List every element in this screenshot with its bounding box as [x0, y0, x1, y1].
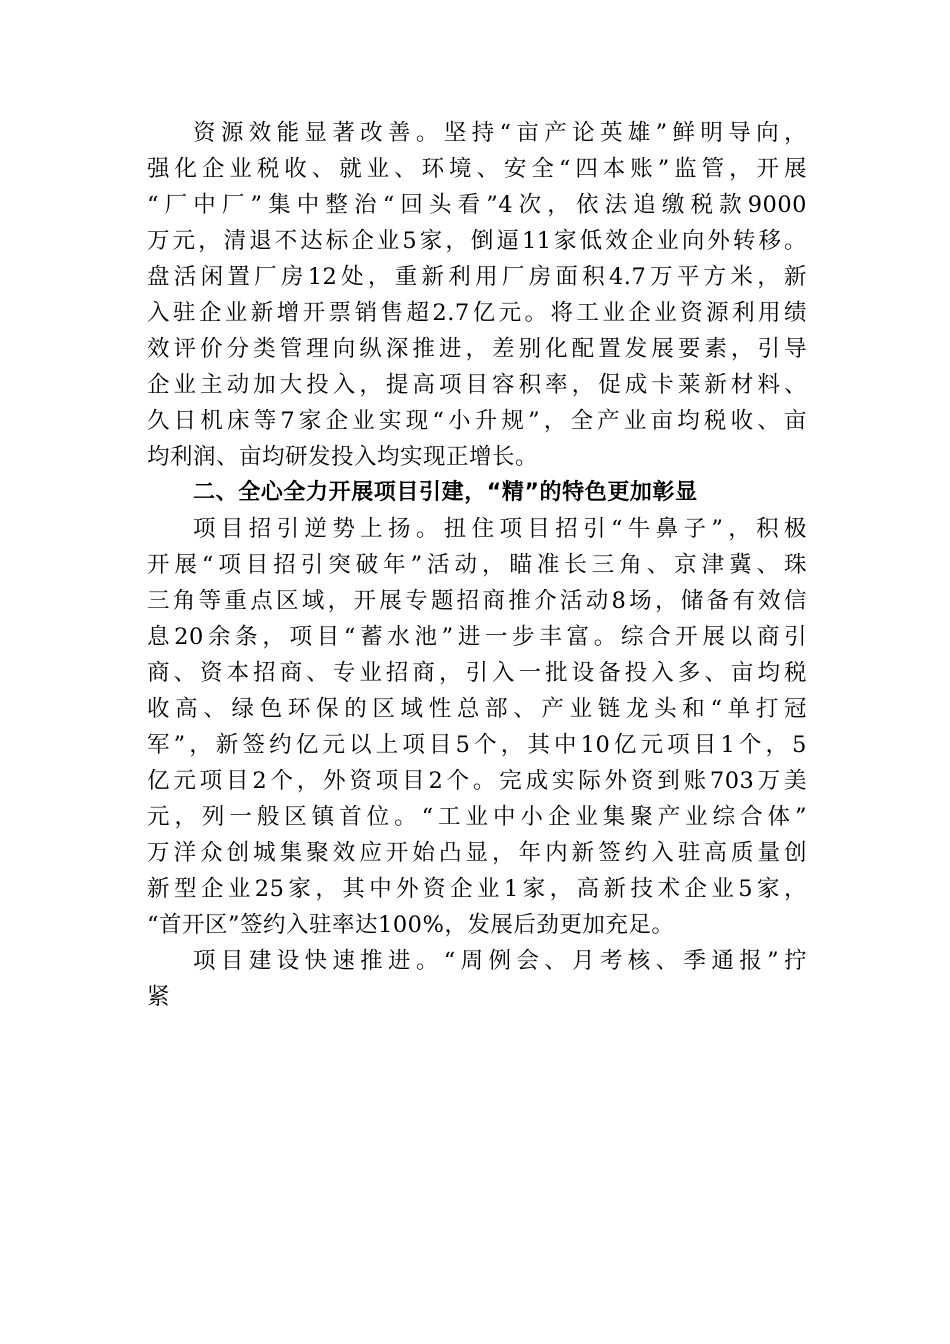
text-line: 效评价分类管理向纵深推进，差别化配置发展要素，引导: [147, 336, 807, 362]
text-line: 盘活闲置厂房12处，重新利用厂房面积4.7万平方米，新: [147, 264, 807, 290]
paragraph-project-construction: [147, 943, 807, 1015]
text-line: 开展“项目招引突破年”活动，瞄准长三角、京津冀、珠: [147, 552, 807, 578]
text-line: 项目建设快速推进。“周例会、月考核、季通报”拧: [193, 948, 807, 974]
text-line: 久日机床等7家企业实现“小升规”，全产业亩均税收、亩: [147, 408, 807, 434]
text-line: 三角等重点区域，开展专题招商推介活动8场，储备有效信: [147, 588, 807, 614]
text-line: 亿元项目2个，外资项目2个。完成实际外资到账703万美: [147, 768, 807, 794]
text-line: 入驻企业新增开票销售超2.7亿元。将工业企业资源利用绩: [147, 300, 807, 326]
text-line: “首开区”签约入驻率达100%，发展后劲更加充足。: [147, 912, 675, 938]
paragraph-project-attraction: [147, 511, 807, 943]
document-body: [147, 115, 807, 1015]
text-line: 商、资本招商、专业招商，引入一批设备投入多、亩均税: [147, 660, 807, 686]
text-line: 万洋众创城集聚效应开始凸显，年内新签约入驻高质量创: [147, 840, 807, 866]
text-line: 均利润、亩均研发投入均实现正增长。: [147, 444, 539, 470]
text-line: 元，列一般区镇首位。“工业中小企业集聚产业综合体”: [147, 804, 807, 830]
text-line: 息20余条，项目“蓄水池”进一步丰富。综合开展以商引: [147, 624, 807, 650]
text-line: 新型企业25家，其中外资企业1家，高新技术企业5家，: [147, 876, 807, 902]
text-line: 紧: [147, 984, 171, 1010]
text-line: 收高、绿色环保的区域性总部、产业链龙头和“单打冠: [147, 696, 807, 722]
text-line: “厂中厂”集中整治“回头看”4次，依法追缴税款9000: [147, 192, 807, 218]
text-line: 万元，清退不达标企业5家，倒逼11家低效企业向外转移。: [147, 228, 807, 254]
text-line: 军”，新签约亿元以上项目5个，其中10亿元项目1个，5: [147, 732, 807, 758]
section-heading: 二、全心全力开展项目引建，“精”的特色更加彰显: [193, 480, 698, 505]
paragraph-resource-efficiency: [147, 115, 807, 475]
text-line: 项目招引逆势上扬。扭住项目招引“牛鼻子”，积极: [193, 516, 807, 542]
text-line: 资源效能显著改善。坚持“亩产论英雄”鲜明导向，: [193, 120, 807, 146]
text-line: 强化企业税收、就业、环境、安全“四本账”监管，开展: [147, 156, 807, 182]
text-line: 企业主动加大投入，提高项目容积率，促成卡莱新材料、: [147, 372, 807, 398]
